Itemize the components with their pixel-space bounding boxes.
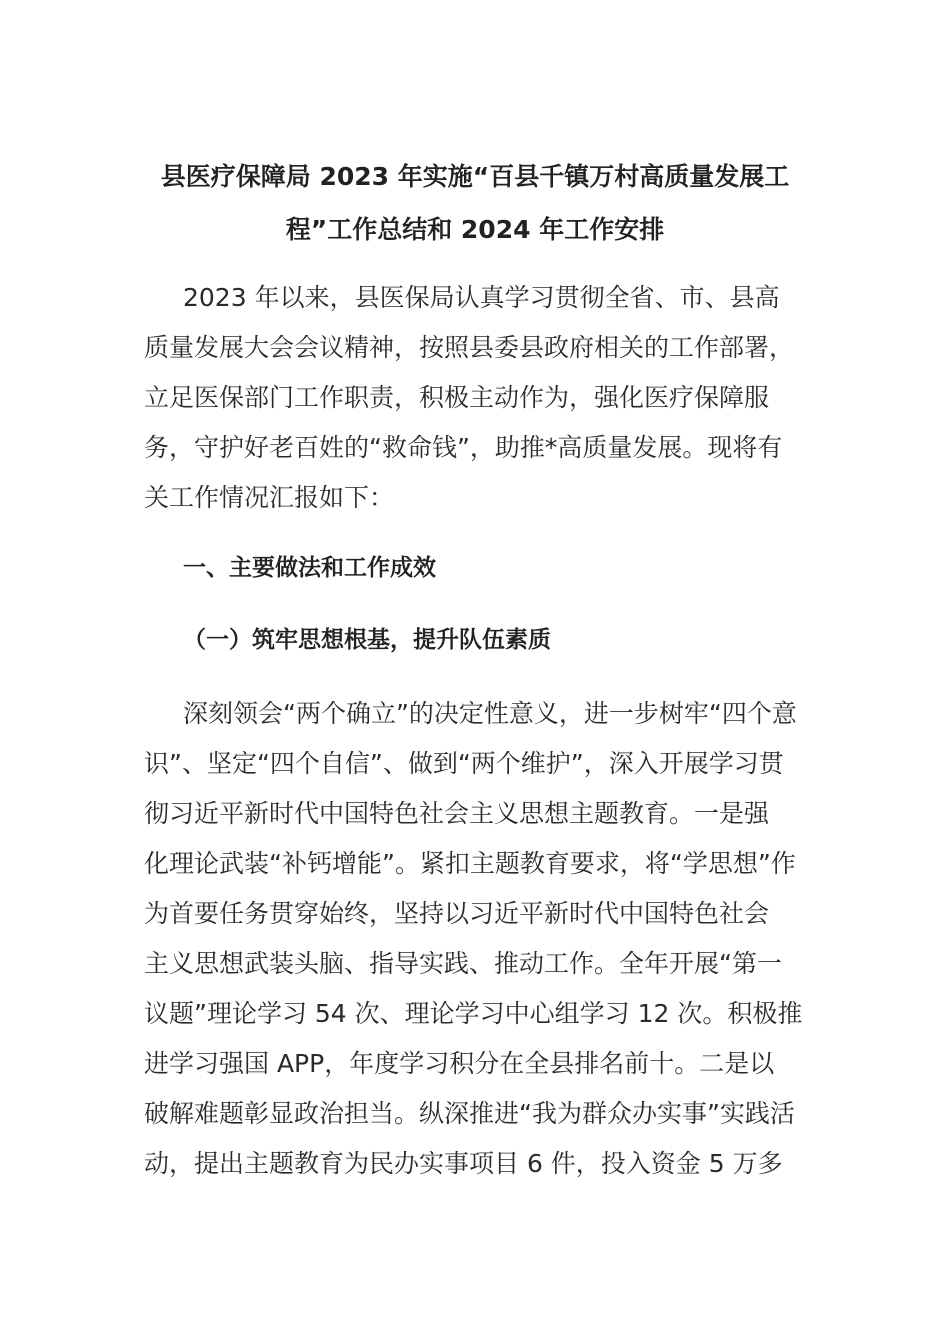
intro-line-2: 质量发展大会会议精神，按照县委县政府相关的工作部署， <box>144 333 795 362</box>
body-paragraph-2 <box>144 689 824 1189</box>
para2-line-2: 识”、坚定“四个自信”、做到“两个维护”，深入开展学习贯 <box>144 749 784 778</box>
para2-line-4: 化理论武装“补钙增能”。紧扣主题教育要求，将“学思想”作 <box>144 849 796 878</box>
intro-paragraph <box>144 273 824 523</box>
para2-line-10: 动，提出主题教育为民办实事项目 6 件，投入资金 5 万多 <box>144 1149 783 1178</box>
para2-line-3: 彻习近平新时代中国特色社会主义思想主题教育。一是强 <box>144 799 770 828</box>
intro-line-4: 务，守护好老百姓的“救命钱”，助推*高质量发展。现将有 <box>144 433 783 462</box>
section-heading-1: 一、主要做法和工作成效 <box>183 555 436 581</box>
title-line-2: 程”工作总结和 2024 年工作安排 <box>285 215 665 244</box>
intro-line-3: 立足医保部门工作职责，积极主动作为，强化医疗保障服 <box>144 383 770 412</box>
para2-line-8: 进学习强国 APP，年度学习积分在全县排名前十。二是以 <box>144 1049 775 1078</box>
title-line-1: 县医疗保障局 2023 年实施“百县千镇万村高质量发展工 <box>160 162 790 191</box>
document-title <box>144 150 806 256</box>
subsection-heading-1: （一）筑牢思想根基，提升队伍素质 <box>183 627 551 653</box>
para2-line-9: 破解难题彰显政治担当。纵深推进“我为群众办实事”实践活 <box>144 1099 795 1128</box>
para2-line-1: 深刻领会“两个确立”的决定性意义，进一步树牢“四个意 <box>183 699 797 728</box>
para2-line-5: 为首要任务贯穿始终，坚持以习近平新时代中国特色社会 <box>144 899 770 928</box>
intro-line-1: 2023 年以来，县医保局认真学习贯彻全省、市、县高 <box>183 283 780 312</box>
intro-line-5: 关工作情况汇报如下： <box>144 483 395 512</box>
para2-line-7: 议题”理论学习 54 次、理论学习中心组学习 12 次。积极推 <box>144 999 803 1028</box>
para2-line-6: 主义思想武装头脑、指导实践、推动工作。全年开展“第一 <box>144 949 782 978</box>
